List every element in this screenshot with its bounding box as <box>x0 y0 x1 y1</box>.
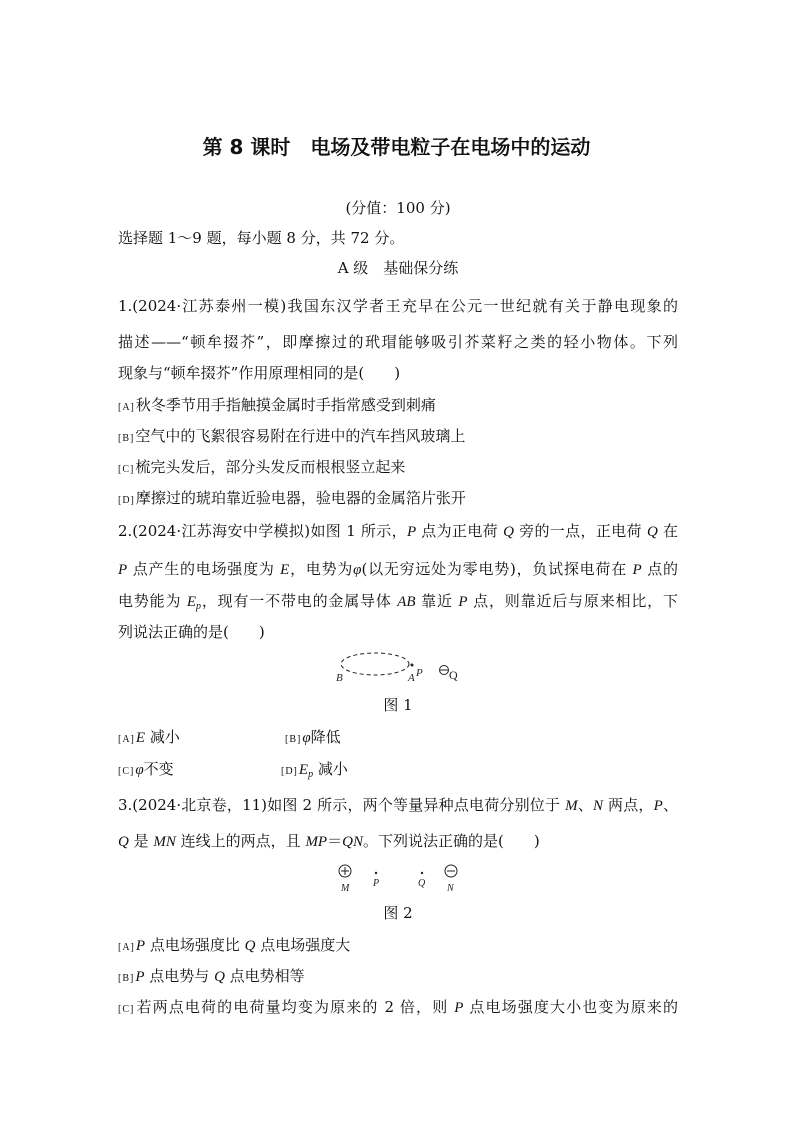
text-segment: 描述——“顿牟掇芥”，即摩擦过的玳瑁能够吸引芥菜籽之类的轻小物体。下列 <box>118 333 678 351</box>
subscript: p <box>196 601 202 612</box>
math-variable: P <box>632 562 642 578</box>
math-variable: QN <box>342 834 363 850</box>
label-b: B <box>336 672 343 684</box>
answer-option <box>118 426 678 449</box>
math-variable: P <box>454 1000 464 1016</box>
label-m: M <box>341 883 350 894</box>
text-segment: 现象与“顿牟掇芥”作用原理相同的是( ) <box>118 364 401 382</box>
text-segment: 列说法正确的是( ) <box>118 623 265 641</box>
text-segment: ＝ <box>327 832 343 850</box>
text-segment: 秋冬季节用手指触摸金属时手指常感受到刺痛 <box>135 396 436 414</box>
text-segment: 是 <box>128 832 154 850</box>
math-variable: φ <box>353 562 362 578</box>
math-variable: Q <box>647 524 658 540</box>
answer-option <box>118 457 678 480</box>
text-segment: 3.(2024·北京卷，11)如图 2 所示，两个等量异种点电荷分别位于 <box>118 796 566 814</box>
text-segment: 梳完头发后，部分头发反而根根竖立起来 <box>135 458 406 476</box>
math-variable: M <box>565 798 578 814</box>
figure-1 <box>330 648 470 688</box>
text-segment: ，现有一不带电的金属导体 <box>201 592 398 610</box>
math-variable: N <box>593 798 604 814</box>
math-variable: P <box>406 524 417 540</box>
text-line <box>118 622 678 642</box>
text-segment: 旁的一点，正电荷 <box>513 522 648 540</box>
text-segment: 若两点电荷的电荷量均变为原来的 2 倍，则 <box>135 998 455 1016</box>
math-variable: E <box>280 562 290 578</box>
answer-option <box>118 997 678 1020</box>
answer-option <box>118 966 678 989</box>
text-segment: 降低 <box>310 728 341 746</box>
text-line <box>118 332 678 352</box>
math-variable: Q <box>244 938 256 954</box>
math-variable: Q <box>503 524 514 540</box>
math-variable: MN <box>153 834 176 850</box>
text-segment: 靠近 <box>415 592 459 610</box>
section-heading: A 级 基础保分练 <box>337 259 459 277</box>
text-segment: 点电场强度大 <box>255 936 351 954</box>
math-variable: AB <box>397 594 416 610</box>
math-variable: φ <box>135 762 144 778</box>
math-variable: E <box>135 730 146 746</box>
figure-2-caption: 图 2 <box>383 904 413 922</box>
label-q: Q <box>418 878 426 889</box>
option-label: [D] <box>118 495 135 506</box>
math-variable: P <box>135 938 146 954</box>
text-segment: 减小 <box>145 728 180 746</box>
text-line <box>118 559 678 580</box>
label-n: N <box>447 883 454 894</box>
option-label: [C] <box>118 766 135 777</box>
math-variable: P <box>135 969 145 985</box>
text-segment: 减小 <box>313 760 348 778</box>
subscript: p <box>308 769 314 780</box>
option-label: [A] <box>118 402 135 413</box>
text-segment: 电势能为 <box>118 592 187 610</box>
text-segment: 、 <box>577 796 594 814</box>
label-a: A <box>408 672 415 684</box>
conductor-ab <box>341 653 409 675</box>
label-p: P <box>373 878 380 889</box>
math-variable: MP <box>305 834 328 850</box>
text-segment: ，电势为 <box>289 560 354 578</box>
math-variable: P <box>458 594 468 610</box>
text-line <box>118 795 678 816</box>
text-segment: 点产生的电场强度为 <box>127 560 281 578</box>
answer-option <box>281 759 348 785</box>
option-label: [B] <box>285 734 302 745</box>
text-segment: 。下列说法正确的是( ) <box>362 832 540 850</box>
text-segment: (以无穷远处为零电势)，负试探电荷在 <box>361 560 633 578</box>
text-segment: 点电场强度大小也变为原来的 <box>463 998 678 1016</box>
math-variable: P <box>653 798 663 814</box>
option-label: [A] <box>118 942 135 953</box>
answer-option <box>118 935 678 958</box>
option-label: [A] <box>118 734 135 745</box>
answer-option <box>118 727 678 750</box>
text-segment: 连线上的两点，且 <box>175 832 306 850</box>
answer-option <box>118 488 678 511</box>
label-p: P <box>416 667 423 679</box>
option-label: [C] <box>118 1004 135 1015</box>
text-segment: 点为正电荷 <box>416 522 504 540</box>
math-variable: P <box>118 562 128 578</box>
text-line <box>118 591 678 617</box>
text-segment: 点的 <box>641 560 678 578</box>
figure-2 <box>330 862 470 896</box>
label-q: Q <box>449 668 458 682</box>
text-segment: 点电势相等 <box>224 967 305 985</box>
answer-option <box>118 395 678 418</box>
math-variable: φ <box>302 730 311 746</box>
text-segment: 点电场强度比 <box>145 936 245 954</box>
text-segment: 摩擦过的琥珀靠近验电器，验电器的金属箔片张开 <box>135 489 466 507</box>
text-segment: 2.(2024·江苏海安中学模拟)如图 1 所示， <box>118 522 407 540</box>
math-variable: Q <box>214 969 225 985</box>
page-title: 第 8 课时 电场及带电粒子在电场中的运动 <box>202 135 591 159</box>
text-segment: 、 <box>662 796 678 814</box>
figure-1-caption: 图 1 <box>383 696 413 714</box>
text-line <box>118 296 678 316</box>
text-segment: 1.(2024·江苏泰州一模)我国东汉学者王充早在公元一世纪就有关于静电现象的 <box>118 297 678 315</box>
answer-option <box>118 759 678 782</box>
option-label: [D] <box>281 766 298 777</box>
math-variable: Q <box>118 834 129 850</box>
option-label: [C] <box>118 464 135 475</box>
text-segment: 点电势与 <box>144 967 215 985</box>
text-segment: 不变 <box>143 760 174 778</box>
text-line <box>118 831 678 852</box>
option-label: [B] <box>118 433 135 444</box>
text-segment: 两点， <box>603 796 654 814</box>
text-segment: 点，则靠近后与原来相比，下 <box>467 592 678 610</box>
score-note: (分值：100 分) <box>345 199 451 217</box>
text-line <box>118 521 678 542</box>
text-segment: 空气中的飞絮很容易附在行进中的汽车挡风玻璃上 <box>135 427 466 445</box>
option-label: [B] <box>118 973 135 984</box>
answer-option <box>285 727 341 750</box>
text-segment: 在 <box>657 522 678 540</box>
text-line <box>118 363 678 383</box>
math-variable: $E_p$ <box>298 762 314 780</box>
math-variable: $E_p$ <box>186 594 202 612</box>
point-p <box>411 664 414 667</box>
instructions: 选择题 1～9 题，每小题 8 分，共 72 分。 <box>118 229 405 247</box>
